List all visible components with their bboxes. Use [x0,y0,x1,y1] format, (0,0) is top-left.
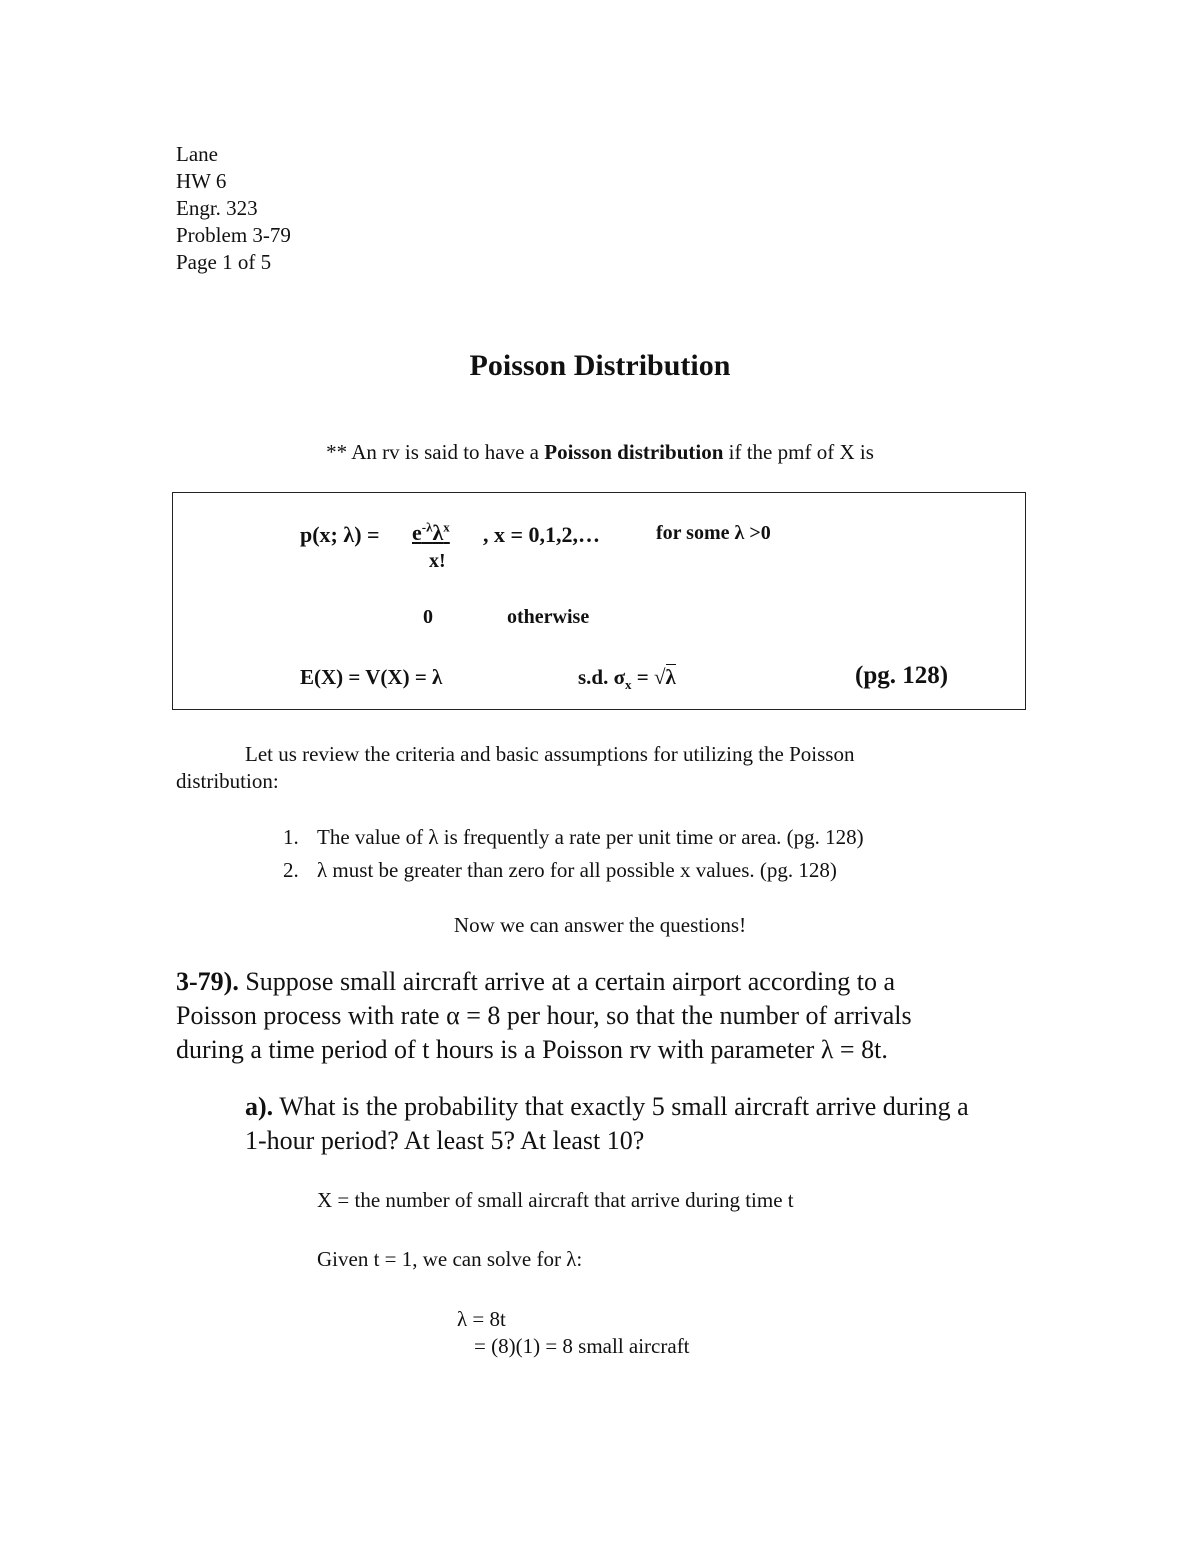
problem-line-1 [176,965,895,999]
intro-prefix: ** An rv is said to have a [326,440,545,464]
sd-eq: = [631,665,654,689]
list-item: The value of λ is frequently a rate per unit time or area. (pg. 128) [317,825,864,849]
sqrt-argument: λ [665,665,676,689]
sd-label: s.d. σ [578,665,626,689]
numerator-base: e [412,520,422,546]
header-name: Lane [176,142,218,166]
solution-given: Given t = 1, we can solve for λ: [317,1247,583,1271]
part-a-text-1: What is the probability that exactly 5 small aircraft arrive during a [273,1092,969,1121]
list-item: λ must be greater than zero for all possible x values. (pg. 128) [317,858,837,882]
header-problem: Problem 3-79 [176,223,291,247]
page-reference: (pg. 128) [855,662,949,689]
pmf-condition: for some λ >0 [656,522,771,544]
pmf-otherwise: otherwise [507,606,590,628]
standard-deviation [578,665,676,693]
numerator-exp2: x [443,520,450,535]
review-line-1: Let us review the criteria and basic assumptions for utilizing the Poisson [245,742,855,766]
intro-term: Poisson distribution [544,440,724,464]
problem-label: 3-79). [176,967,239,996]
solution-step-1: λ = 8t [457,1307,506,1331]
part-a-label: a). [245,1092,274,1121]
list-item-number: 1. [283,825,299,849]
pmf-zero: 0 [423,606,433,628]
problem-line-2: Poisson process with rate α = 8 per hour, so that the number of arrivals [176,1001,912,1030]
review-closing: Now we can answer the questions! [453,913,747,937]
numerator-exp1: -λ [421,520,433,535]
pmf-denominator: x! [429,550,446,572]
solution-step-2: = (8)(1) = 8 small aircraft [474,1334,690,1358]
sqrt-symbol: √ [654,665,666,689]
pmf-lhs: p(x; λ) = [300,522,380,547]
solution-define-x: X = the number of small aircraft that arrive during time t [317,1188,794,1212]
header-hw: HW 6 [176,169,227,193]
pmf-numerator [412,520,450,546]
list-item-number: 2. [283,858,299,882]
moments: E(X) = V(X) = λ [300,665,443,689]
page-title: Poisson Distribution [469,349,731,382]
header-course: Engr. 323 [176,196,258,220]
numerator-mid: λ [432,520,444,546]
review-line-2: distribution: [176,769,279,793]
header-page: Page 1 of 5 [176,250,272,274]
pmf-domain: , x = 0,1,2,… [483,522,601,547]
part-a-line-2: 1-hour period? At least 5? At least 10? [245,1126,645,1155]
problem-text-1: Suppose small aircraft arrive at a certain airport according to a [238,967,896,996]
sd-sub: x [625,677,632,693]
intro-suffix: if the pmf of X is [723,440,874,464]
problem-line-3: during a time period of t hours is a Poisson rv with parameter λ = 8t. [176,1035,888,1064]
part-a-line-1 [245,1090,969,1124]
intro-line [0,440,1200,465]
